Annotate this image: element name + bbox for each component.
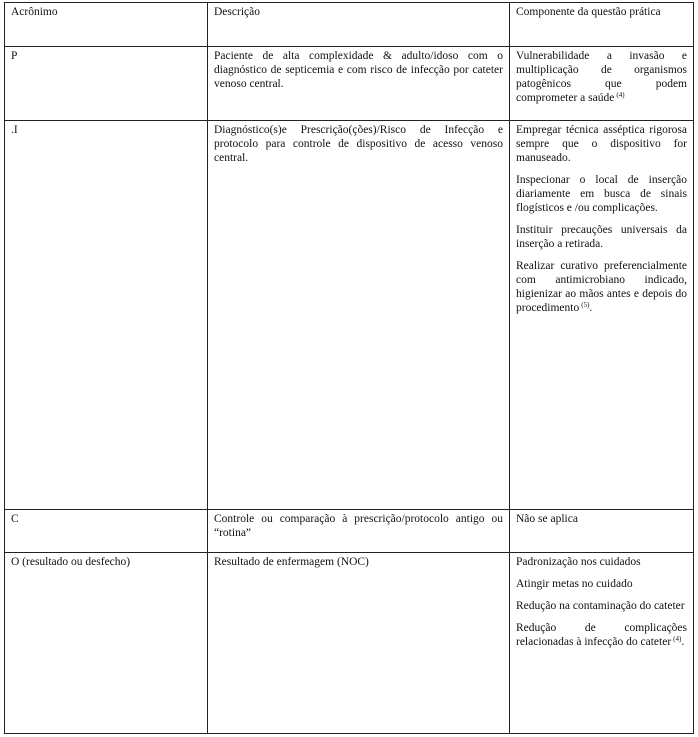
header-cell-component — [510, 3, 694, 47]
component-text: Redução de complicações relacionadas à infecção do cateter — [516, 622, 687, 648]
component-cell — [510, 553, 694, 734]
description-cell — [208, 510, 510, 553]
component-item — [516, 49, 687, 105]
description-text: Paciente de alta complexidade & adulto/idoso com o diagnóstico de septicemia e com risco de infecção por cateter venoso central. — [214, 50, 503, 90]
description-text: Controle ou comparação à prescrição/protocolo antigo ou “rotina” — [214, 513, 503, 539]
component-item — [516, 259, 687, 315]
pico-table — [4, 2, 694, 734]
acronym-cell — [5, 47, 208, 121]
header-description-label: Descrição — [214, 6, 260, 18]
table-row-i — [5, 121, 694, 510]
component-item — [516, 599, 687, 613]
component-text: Instituir precauções universais da inserção a retirada. — [516, 224, 687, 250]
component-item — [516, 223, 687, 251]
acronym-text: P — [11, 50, 18, 62]
component-cell — [510, 47, 694, 121]
component-text-end: . — [589, 302, 593, 314]
reference-superscript: (4) — [673, 635, 682, 643]
description-text: Diagnóstico(s)e Prescrição(ções)/Risco de Infecção e protocolo para controle de dispositivo de acesso venoso central. — [214, 124, 503, 164]
component-text: Realizar curativo preferencialmente com antimicrobiano indicado, higienizar ao mãos antes e depois do procedimento — [516, 260, 687, 314]
component-text: Redução na contaminação do cateter — [516, 600, 685, 612]
acronym-cell — [5, 121, 208, 510]
reference-superscript: (4) — [616, 91, 625, 99]
header-cell-description — [208, 3, 510, 47]
acronym-cell — [5, 510, 208, 553]
table-row-p — [5, 47, 694, 121]
description-cell — [208, 47, 510, 121]
component-text: Inspecionar o local de inserção diariamente em busca de sinais flogísticos e /ou complicações. — [516, 174, 687, 214]
component-item — [516, 555, 687, 569]
table-row-o — [5, 553, 694, 734]
description-cell — [208, 121, 510, 510]
component-text: Não se aplica — [516, 513, 578, 525]
component-cell — [510, 121, 694, 510]
component-text: Padronização nos cuidados — [516, 556, 641, 568]
component-text: Atingir metas no cuidado — [516, 578, 633, 590]
component-item — [516, 577, 687, 591]
acronym-text: C — [11, 513, 19, 525]
table-row-c — [5, 510, 694, 553]
acronym-text: O (resultado ou desfecho) — [11, 556, 131, 568]
component-text: Empregar técnica asséptica rigorosa sempre que o dispositivo for manuseado. — [516, 124, 687, 164]
table-header-row — [5, 3, 694, 47]
component-item — [516, 512, 687, 526]
header-component-label: Componente da questão prática — [516, 6, 661, 18]
reference-superscript: (5) — [581, 301, 590, 309]
description-text: Resultado de enfermagem (NOC) — [214, 556, 369, 568]
component-cell — [510, 510, 694, 553]
component-text-end: . — [681, 636, 685, 648]
acronym-text: .I — [11, 124, 18, 136]
component-item — [516, 123, 687, 165]
header-acronym-label: Acrônimo — [11, 6, 58, 18]
acronym-cell — [5, 553, 208, 734]
header-cell-acronym — [5, 3, 208, 47]
component-item — [516, 621, 687, 649]
description-cell — [208, 553, 510, 734]
component-item — [516, 173, 687, 215]
component-text: Vulnerabilidade a invasão e multiplicação de organismos patogênicos que podem comprometer a saúde — [516, 50, 687, 104]
